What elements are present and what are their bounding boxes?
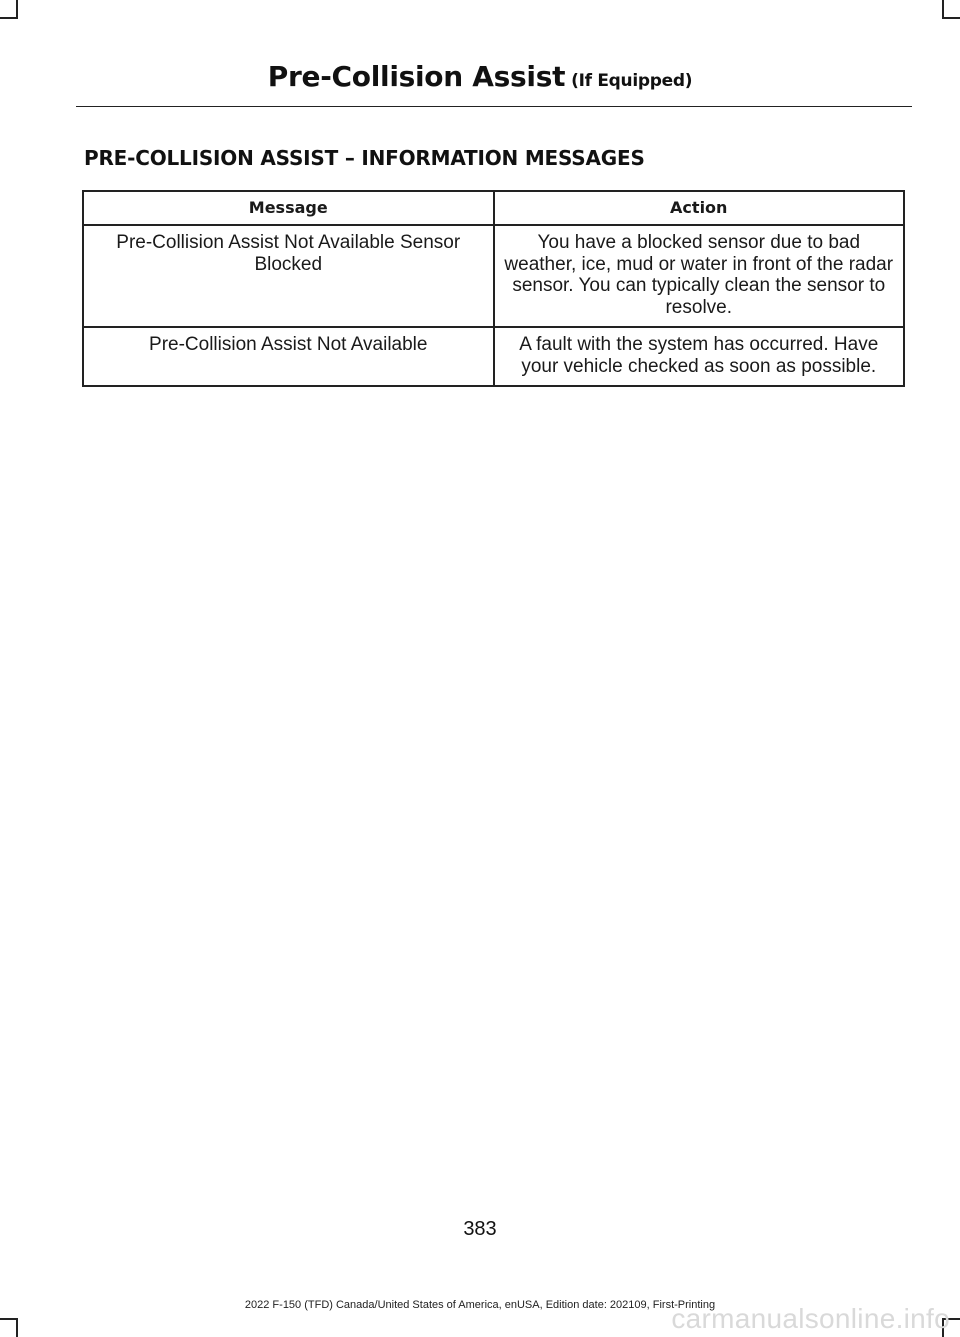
crop-mark-top-left-h — [0, 17, 18, 19]
page-number: 383 — [463, 1218, 497, 1240]
crop-mark-bottom-left-h — [0, 1318, 18, 1320]
column-header-message: Message — [83, 191, 494, 225]
action-cell: A fault with the system has occurred. Have your vehicle checked as soon as possible. — [494, 327, 905, 386]
header-title-suffix: (If Equipped) — [571, 71, 693, 91]
header-title-text: Pre-Collision Assist — [267, 60, 566, 93]
page-header-title — [0, 60, 960, 93]
table-row — [83, 225, 904, 327]
action-cell: You have a blocked sensor due to bad weather, ice, mud or water in front of the radar sensor. You can typically clean the sensor to resolve. — [494, 225, 905, 327]
footer-edition-info: 2022 F-150 (TFD) Canada/United States of America, enUSA, Edition date: 202109, First-Printing — [244, 1299, 716, 1311]
crop-mark-top-right-h — [942, 17, 960, 19]
information-messages-table — [82, 190, 905, 387]
table-header-row — [83, 191, 904, 225]
section-heading: PRE-COLLISION ASSIST – INFORMATION MESSAGES — [84, 146, 645, 170]
column-header-action: Action — [494, 191, 905, 225]
message-cell: Pre-Collision Assist Not Available Sensor Blocked — [83, 225, 494, 327]
crop-mark-bottom-left-v — [16, 1318, 18, 1337]
watermark: carmanualsonline.info — [671, 1303, 950, 1334]
message-cell: Pre-Collision Assist Not Available — [83, 327, 494, 386]
table-row — [83, 327, 904, 386]
header-divider — [76, 106, 912, 107]
